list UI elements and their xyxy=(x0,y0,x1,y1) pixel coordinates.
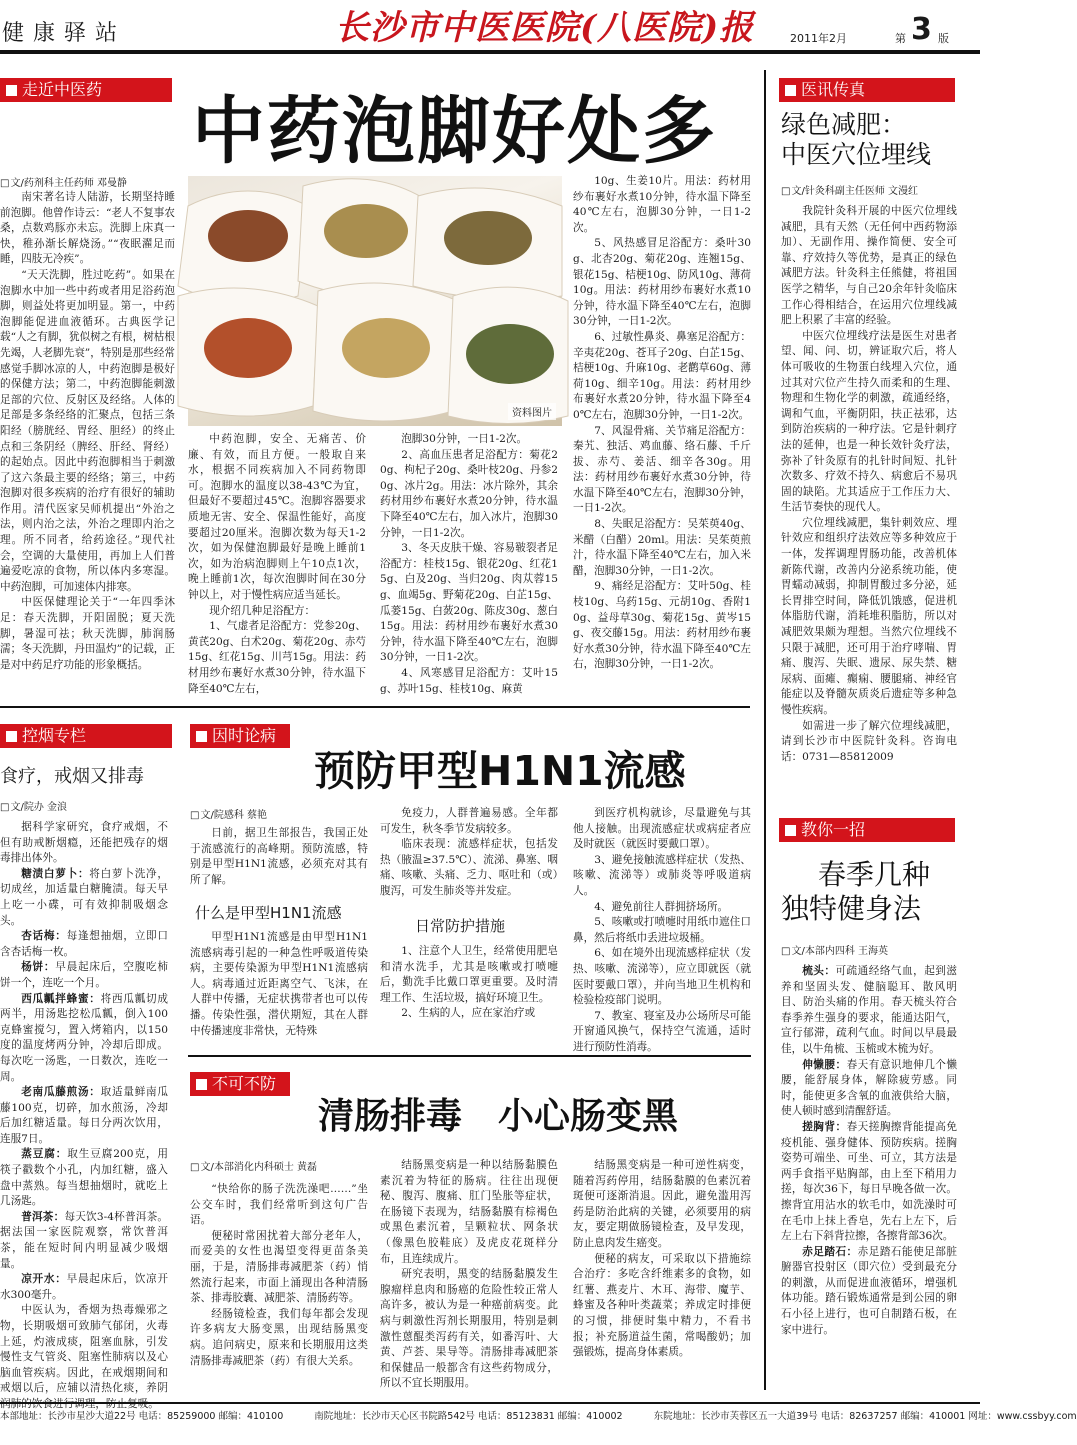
paragraph: 5、咳嗽或打喷嚏时用纸巾遮住口鼻，然后将纸巾丢进垃圾桶。 xyxy=(573,916,751,944)
photo-credit: 资料图片 xyxy=(508,403,556,420)
lead-in: 凉开水： xyxy=(21,1273,67,1286)
paragraph: 我院针灸科开展的中医穴位埋线减肥，具有天然（无任何中西药物添加）、无副作用、操作简便、安全可靠、疗效持久等优势，是真正的绿色减肥方法。针灸科主任熊健，将祖国医学之精华，与自己20余年针灸临床工作心得相结合，在运用穴位埋线减肥上积累了丰富的经验。 xyxy=(781,205,957,327)
paragraph-text: 赤足踏石能使足部脏腑器官投射区（即穴位）受到最充分的刺激，从而促进血液循环，增强机体功能。踏石锻炼通常是到公园的卵石小径上进行，也可自制踏石板，在家中进行。 xyxy=(781,1245,957,1336)
paragraph-text: 每逢想抽烟，立即口含杏话梅一枚。 xyxy=(0,930,168,958)
paragraph-text: 取适量鲜南瓜藤100克，切碎，加水煎汤，冷却后加红糖适量。每日分两次饮用，连服7日。 xyxy=(0,1086,169,1145)
subheading-prevention: 日常防护措施 xyxy=(415,917,506,935)
byline: □ 文/院感科 蔡艳 xyxy=(190,806,267,821)
paragraph: 现介绍几种足浴配方： xyxy=(209,604,316,617)
section-tag-zoujin xyxy=(0,78,172,102)
footer-info xyxy=(0,1408,1077,1422)
paragraph: 中医保健理论关于“一年四季沐足：春天洗脚，开阳固脱；夏天洗脚，暑湿可祛；秋天洗脚，肺润肠濡；冬天洗脚，丹田温灼”的记载，正是对中药足疗功能的形象概括。 xyxy=(0,596,175,671)
section-tag-bukebufang xyxy=(190,1072,290,1096)
paragraph xyxy=(781,1058,957,1120)
paragraph-text: 将白萝卜洗净，切成丝，加适量白糖腌渍。每天早上吃一小碟，可有效抑制吸烟念头。 xyxy=(0,867,168,927)
paragraph: 南宋著名诗人陆游，长期坚持睡前泡脚。他曾作诗云：“老人不复事农桑，点数鸡豚亦未忘。洗脚上床真一快，稚孙渐长解烧汤。”“夜眠濯足而睡，四肢无冷疾”。 xyxy=(0,191,175,266)
paragraph xyxy=(781,1120,957,1245)
paragraph: 6、如在境外出现流感样症状（发热、咳嗽、流涕等），应立即就医（就医时要戴口罩），并向当地卫生机构和检验检疫部门说明。 xyxy=(573,947,751,1007)
article-column xyxy=(380,432,558,694)
article-column xyxy=(190,826,368,892)
paragraph: 泡脚30分钟，一日1-2次。 xyxy=(401,433,528,445)
headline-acupoint-line1: 绿色减肥： xyxy=(781,110,907,139)
paragraph-text: 每天饮3-4杯普洱茶。据法国一家医院观察，常饮普洱茶，能在短时间内明显减少吸烟量。 xyxy=(0,1210,168,1270)
paragraph: 日前，据卫生部报告，我国正处于流感流行的高峰期。预防流感，特别是甲型H1N1流感，必须充对其有所了解。 xyxy=(190,827,368,886)
paragraph: 5、风热感冒足浴配方：桑叶30g、北杏20g、菊花20g、连翘15g、银花15g、桔梗10g、防风10g、薄荷10g。用法：药材用纱布裹好水煮10分钟，待水温下降至40℃左右，泡脚30分钟，一日1-2次。 xyxy=(573,237,751,328)
paragraph: 1、注意个人卫生，经常使用肥皂和清水洗手，尤其是咳嗽或打喷嚏后，勤洗手比戴口罩更重要。及时清理工作、生活垃圾，搞好环境卫生。 xyxy=(380,945,558,1004)
paragraph: 到医疗机构就诊，尽量避免与其他人接触。出现流感症状或病症者应及时就医（就医时要戴口罩）。 xyxy=(573,807,751,851)
lead-in: 普洱茶： xyxy=(21,1210,65,1223)
paragraph xyxy=(0,1147,168,1209)
paragraph: “快给你的肠子洗洗澡吧……”坐公交车时，我们经常听到这句广告语。 xyxy=(190,1183,368,1227)
footer-address-main: 本部地址：长沙市星沙大道22号 电话：85259000 邮编：410100 xyxy=(0,1411,284,1422)
headline-quit-smoking: 食疗，戒烟又排毒 xyxy=(0,766,144,787)
tag-square-icon xyxy=(785,85,796,96)
section-rule xyxy=(0,706,750,708)
paragraph: 便秘的病友，可采取以下措施综合治疗：多吃含纤维素多的食物，如红薯、燕麦片、木耳、海带、魔芋、蜂蜜及各种叶类蔬菜；养成定时排便的习惯，排便时集中精力，不看书报；补充肠道益生菌，常喝酸奶；加强锻炼，提高身体素质。 xyxy=(573,1252,751,1359)
paragraph xyxy=(781,964,957,1058)
tag-square-icon xyxy=(196,731,207,742)
paragraph: 中医穴位埋线疗法是医生对患者望、闻、问、切，辨证取穴后，将人体可吸收的生物蛋白线埋入穴位，通过其对穴位产生持久而柔和的生理、物理和生物化学的刺激，疏通经络，调和气血，平衡阴阳，扶正祛邪，达到防治疾病的一种疗法。它是针刺疗法的延伸，也是一种长效针灸疗法，弥补了针灸原有的扎针时间短、扎针次数多、疗效不持久、病愈后不易巩固的缺陷。尤其适应于工作压力大、生活节奏快的现代人。 xyxy=(781,329,957,514)
byline: □ 文/本部内四科 王海英 xyxy=(781,942,888,957)
article-column xyxy=(781,964,957,1392)
article-column xyxy=(188,432,366,694)
paragraph: 2、生病的人，应在家治疗或 xyxy=(401,1007,536,1020)
paragraph: 6、过敏性鼻炎、鼻塞足浴配方：辛夷花20g、苍耳子20g、白芷15g、桔梗10g、升麻10g、老鹳草60g、薄荷10g、细辛10g。用法：药材用纱布裹好水煮20分钟，待水温下降至40℃左右，泡脚30分钟，一日1-2次。 xyxy=(573,330,751,421)
paragraph xyxy=(0,960,168,991)
paragraph xyxy=(0,1303,168,1412)
paragraph xyxy=(0,867,168,929)
tag-label: 控烟专栏 xyxy=(22,726,87,745)
paragraph xyxy=(0,929,168,960)
paragraph: 3、冬天皮肤干燥、容易皲裂者足浴配方：桂枝15g、银花20g、红花15g、白及20g、当归20g、肉苁蓉15g、血竭5g、野菊花20g、白芷15g、瓜蒌15g、白蔹20g、陈皮30g、葱白15g。用法：药材用纱布裹好水煮30分钟，待水温下降至40℃左右，泡脚30分钟，一日1-2次。 xyxy=(380,542,558,664)
section-tag-jiaoni xyxy=(779,818,955,842)
paragraph: 9、痛经足浴配方：艾叶50g、桂枝10g、乌药15g、元胡10g、香附10g、益母草30g、菊花15g、黄岑15g、夜交藤15g。用法：药材用纱布裹好水煮30分钟，待水温下降至40℃左右，泡脚30分钟，一日1-2次。 xyxy=(573,580,751,671)
paragraph-text: 早晨起床后，空腹吃柿饼一个，连吃一个月。 xyxy=(0,961,169,989)
paragraph: 8、失眠足浴配方：吴茱萸40g、米醋（白醋）20ml。用法：吴茱萸煎汁，待水温下降至40℃左右，加入米醋，泡脚30分钟，一日1-2次。 xyxy=(573,518,751,577)
article-column xyxy=(380,1158,558,1392)
headline-h1n1: 预防甲型H1N1流感 xyxy=(314,747,686,795)
tag-square-icon xyxy=(6,85,17,96)
paragraph-text: 春天有意识地伸几个懒腰，能舒展身体，解除疲劳感。同时，能使更多含氧的血液供给大脑，使人顿时感到清醒舒适。 xyxy=(781,1058,957,1118)
paragraph: 7、教室、寝室及办公场所尽可能开窗通风换气，保持空气流通，适时进行预防性消毒。 xyxy=(573,1009,751,1053)
article-column xyxy=(380,806,558,900)
footer-address-east: 东院地址：长沙市芙蓉区五一大道39号 电话：82637257 邮编：410001 网址：www.cssbyy.com xyxy=(653,1411,1077,1422)
paragraph: 经肠镜检查，我们每年都会发现许多病友大肠变黑，出现结肠黑变病。追问病史，原来和长期服用这类清肠排毒减肥茶（药）有很大关系。 xyxy=(190,1307,368,1367)
article-column xyxy=(573,174,751,694)
lead-in: 杏话梅： xyxy=(21,930,67,943)
paragraph xyxy=(0,820,168,867)
herb-sachets-photo xyxy=(188,176,562,426)
paragraph: 如需进一步了解穴位埋线减肥，请到长沙市中医院针灸科。咨询电话：0731—85812009 xyxy=(781,719,957,763)
lead-in: 搓胸背： xyxy=(802,1120,847,1133)
article-column xyxy=(781,204,957,802)
paragraph-text: 可疏通经络气血，起到滋养和坚固头发、健脑聪耳、散风明目、防治头痛的作用。春天梳头符合春季养生强身的要求，能通达阳气，宣行郁滞，疏利气血。时间以早晨最佳，以牛角梳、玉梳或木梳为好。 xyxy=(781,965,957,1055)
lead-in: 伸懒腰： xyxy=(802,1058,847,1071)
herb-photo-illustration xyxy=(188,176,562,426)
paragraph: 1、气虚者足浴配方：党参20g、黄芪20g、白术20g、菊花20g、赤芍15g、红花15g、川芎15g。用法：药材用纱布裹好水煮30分钟，待水温下降至40℃左右， xyxy=(188,620,366,695)
paragraph: 研究表明，黑变的结肠黏膜发生腺瘤样息肉和肠癌的危险性较正常人高许多，被认为是一种癌前病变。此病与刺激性泻剂长期服用，特别是刺激性蒽醌类泻药有关，如番泻叶、大黄、芦荟、果导等。清肠排毒减肥茶和保健品一般都含有这些药物成分，所以不宜长期服用。 xyxy=(380,1268,558,1390)
paragraph-text: 据科学家研究，食疗戒烟，不但有助戒断烟瘾，还能把残存的烟毒排出体外。 xyxy=(0,821,168,865)
paragraph: 结肠黑变病是一种可逆性病变，随着泻药停用，结肠黏膜的色素沉着斑便可逐渐消退。因此，避免滥用泻药是防治此病的关键，必须要用的病友，要定期做肠镜检查，及早发现，防止息肉发生癌变。 xyxy=(573,1159,751,1249)
tag-square-icon xyxy=(785,825,796,836)
lead-in: 杨饼： xyxy=(21,961,56,974)
section-tag-kongyan xyxy=(0,724,172,748)
paragraph-text: 早晨起床后，饮凉开水300毫升。 xyxy=(0,1273,168,1301)
paragraph xyxy=(0,1272,168,1303)
paragraph-text: 取生豆腐200克，用筷子戳数个小孔，内加红糖，盛入盘中蒸熟。每当想抽烟时，就吃上几汤匙。 xyxy=(0,1148,168,1208)
page-suffix: 版 xyxy=(938,32,949,45)
byline: □ 文/药剂科主任药师 邓曼静 xyxy=(0,174,127,189)
lead-in: 赤足踏石： xyxy=(802,1245,858,1258)
tag-label: 因时论病 xyxy=(212,726,277,745)
footer-address-south: 南院地址：长沙市天心区书院路542号 电话：85123831 邮编：410002 xyxy=(314,1411,623,1422)
paragraph: 临床表现：流感样症状，包括发热（腋温≥37.5℃）、流涕、鼻塞、咽痛、咳嗽、头痛、乏力、呕吐和（或）腹泻，可发生肺炎等并发症。 xyxy=(380,838,558,897)
tag-label: 教你一招 xyxy=(801,820,866,839)
paragraph: 便秘时常困扰着大部分老年人，而爱美的女性也渴望变得更苗条美丽，于是，清肠排毒减肥茶（药）悄然流行起来，市面上涌现出各种清肠茶、排毒胶囊、减肥茶、清肠药等。 xyxy=(190,1229,368,1305)
article-column xyxy=(573,1158,751,1392)
tag-label: 医讯传真 xyxy=(801,80,866,99)
header-rule xyxy=(0,50,980,54)
headline-acupoint-line2: 中医穴位埋线 xyxy=(781,140,932,169)
headline-colon-detox: 清肠排毒 小心肠变黑 xyxy=(318,1096,679,1137)
page-number: 3 xyxy=(911,12,932,47)
paragraph xyxy=(0,1085,168,1147)
lead-in: 老南瓜藤煎汤： xyxy=(21,1086,101,1099)
paragraph: 3、避免接触流感样症状（发热、咳嗽、流涕等）或肺炎等呼吸道病人。 xyxy=(573,853,751,897)
article-column xyxy=(190,930,368,1042)
section-title: 健康驿站 xyxy=(2,21,127,46)
paragraph: 7、风湿骨痛、关节痛足浴配方：秦艽、独活、鸡血藤、络石藤、千斤拔、赤芍、姜活、细辛各30g。用法：药材用纱布裹好水煮30分钟，待水温下降至40℃左右，泡脚30分钟，一日1-2次。 xyxy=(573,424,751,515)
article-column xyxy=(0,190,175,690)
section-tag-yinshi xyxy=(190,724,290,748)
paragraph: 4、避免前往人群拥挤场所。 xyxy=(594,900,729,913)
paragraph: 结肠黑变病是一种以结肠黏膜色素沉着为特征的肠病。往往出现便秘、腹泻、腹痛、肛门坠胀等症状，在肠镜下表现为，结肠黏膜有棕褐色或黑色素沉着，呈颗粒状、网条状（像黑色胶鞋底）及虎皮花斑样分布，且连续成片。 xyxy=(380,1159,558,1265)
tag-square-icon xyxy=(6,731,17,742)
lead-in: 梳头： xyxy=(802,965,836,977)
lead-in: 糖渍白萝卜： xyxy=(21,867,90,880)
headline-spring-fitness-line2: 独特健身法 xyxy=(781,892,922,925)
right-column-divider xyxy=(764,70,766,1390)
paragraph: 10g、生姜10片。用法：药材用纱布裹好水煮10分钟，待水温下降至40℃左右，泡脚30分钟，一日1-2次。 xyxy=(573,175,751,234)
byline: □ 文/院办 金浪 xyxy=(0,798,67,813)
headline-spring-fitness-line1: 春季几种 xyxy=(818,858,931,891)
issue-date: 2011年2月 xyxy=(790,32,847,45)
masthead-logo: 长沙市中医医院(八医院)报 xyxy=(335,8,755,48)
paragraph-text: 将西瓜瓤切成两半，用汤匙挖松瓜瓤，倒入100克蜂蜜搅匀，置入烤箱内，以150度的温度烤两分钟，冷却后即成。每次吃一汤匙，一日数次，连吃一周。 xyxy=(0,992,169,1083)
byline: □ 文/针灸科副主任医师 文漫红 xyxy=(781,182,918,197)
paragraph: 4、风寒感冒足浴配方：艾叶15g、苏叶15g、桂枝10g、麻黄 xyxy=(380,666,558,695)
paragraph: “天天洗脚，胜过吃药”。如果在泡脚水中加一些中药或者用足浴药泡脚，则益处将更加明显。第一，中药泡脚能促进血液循环。古典医学记载“人之有脚，犹似树之有根，树枯根先竭，人老脚先衰”，特别是那些经常感觉手脚冰凉的人，中药泡脚是极好的保健方法；第二，中药泡脚能刺激足部的穴位、反射区及经络。人体的足部是多条经络的汇聚点，包括三条阳经（膀胱经、胃经、胆经）的终止点和三条阴经（脾经、肝经、肾经）的起始点。因此中药泡脚相当于刺激了这六条最主要的经络；第三，中药泡脚对很多疾病的治疗有很好的辅助作用。清代医家吴师机提出“外治之法，则内治之法，外治之理即内治之理。所不同者，给药途径。”现代社会，空调的大量使用，再加上人们普遍爱吃凉的食物，所以体内多寒湿。中药泡脚，可加速体内排寒。 xyxy=(0,268,175,593)
lead-in: 蒸豆腐： xyxy=(21,1148,68,1161)
section-rule xyxy=(188,1055,751,1057)
paragraph xyxy=(781,1245,957,1339)
paragraph: 2、高血压患者足浴配方：菊花20g、枸杞子20g、桑叶枝20g、丹参20g、冰片2g。用法：冰片除外，其余药材用纱布裹好水煮20分钟，待水温下降至40℃左右，加入冰片，泡脚30分钟，一日1-2次。 xyxy=(380,448,558,539)
tag-square-icon xyxy=(196,1079,207,1090)
paragraph-text: 中医认为，香烟为热毒燥邪之物，长期吸烟可致肺气郁闭，火毒上延，灼液成痰，阻塞血脉，引发慢性支气管炎、阻塞性肺病以及心脑血管疾病。因此，在戒烟期间和戒烟以后，应辅以清热化痰，养阴 xyxy=(0,1304,168,1395)
paragraph xyxy=(0,992,168,1086)
paragraph: 穴位埋线减肥，集针刺效应、埋针效应和组织疗法效应等多种效应于一体，发挥调理胃肠功能，改善机体新陈代谢，改善内分泌系统功能，使胃蠕动减弱，抑制胃酸过多分泌，延长胃排空时间，降低饥饿感，促进机体脂肪代谢，消耗堆积脂肪，所以对减肥效果颇为理想。当然穴位埋线不只限于减肥，还可用于治疗哮喘、胃痛、腹泻、失眠、遗尿、尿失禁、糖尿病、面瘫、癫痫、腰腿痛、神经官能症以及脊髓灰质炎后遗症等多种急慢性疾病。 xyxy=(781,516,957,716)
article-column xyxy=(380,944,558,1042)
paragraph: 甲型H1N1流感是由甲型H1N1流感病毒引起的一种急性呼吸道传染病，主要传染源为甲型H1N1流感病人。病毒通过近距离空气、飞沫，在人群中传播，无症状携带者也可以传播。传染性强，潜伏期短，其在人群中传播速度非常快，无特殊 xyxy=(190,931,368,1037)
section-tag-yixun xyxy=(779,78,955,102)
paragraph xyxy=(0,1210,168,1272)
article-column xyxy=(573,806,751,1053)
lead-in: 西瓜瓤拌蜂蜜： xyxy=(21,992,101,1005)
footer-rule xyxy=(0,1402,980,1404)
page-prefix: 第 xyxy=(895,32,906,45)
byline: □ 文/本部消化内科硕士 黄磊 xyxy=(190,1158,317,1173)
headline-footbath: 中药泡脚好处多 xyxy=(192,89,717,174)
article-column xyxy=(0,820,169,1395)
paragraph: 免疫力，人群普遍易感。全年都可发生，秋冬季节发病较多。 xyxy=(380,807,558,835)
tag-label: 不可不防 xyxy=(212,1074,277,1093)
article-column xyxy=(190,1182,368,1392)
paragraph: 中药泡脚，安全、无痛苦、价廉、有效，而且方便。一般取自来水，根据不同疾病加入不同药物即可。泡脚水的温度以38-43℃为宜，但最好不要超过45℃。泡脚容器要求质地无害、安全、保温性能好，高度要超过20厘米。泡脚次数为每天1-2次，如为保健泡脚最好是晚上睡前1次，如为治病泡脚则上午10点1次，晚上睡前1次，每次泡脚时间在30分钟以上，对于慢性病应适当延长。 xyxy=(188,433,366,601)
paragraph-text: 春天搓胸擦背能提高免疫机能、强身健体、预防疾病。搓胸姿势可端坐、可坐、可立，其方法是两手食指平贴胸部，由上至下稍用力搓，每次36下，每日早晚各做一次。擦背宜用沾水的软毛巾，如洗澡时可在毛巾上抹上香皂，先右上左下，后左上右下斜背拉擦，各擦背部36次。 xyxy=(781,1120,957,1243)
subheading-what-is: 什么是甲型H1N1流感 xyxy=(195,904,342,922)
tag-label: 走近中医药 xyxy=(22,80,103,99)
